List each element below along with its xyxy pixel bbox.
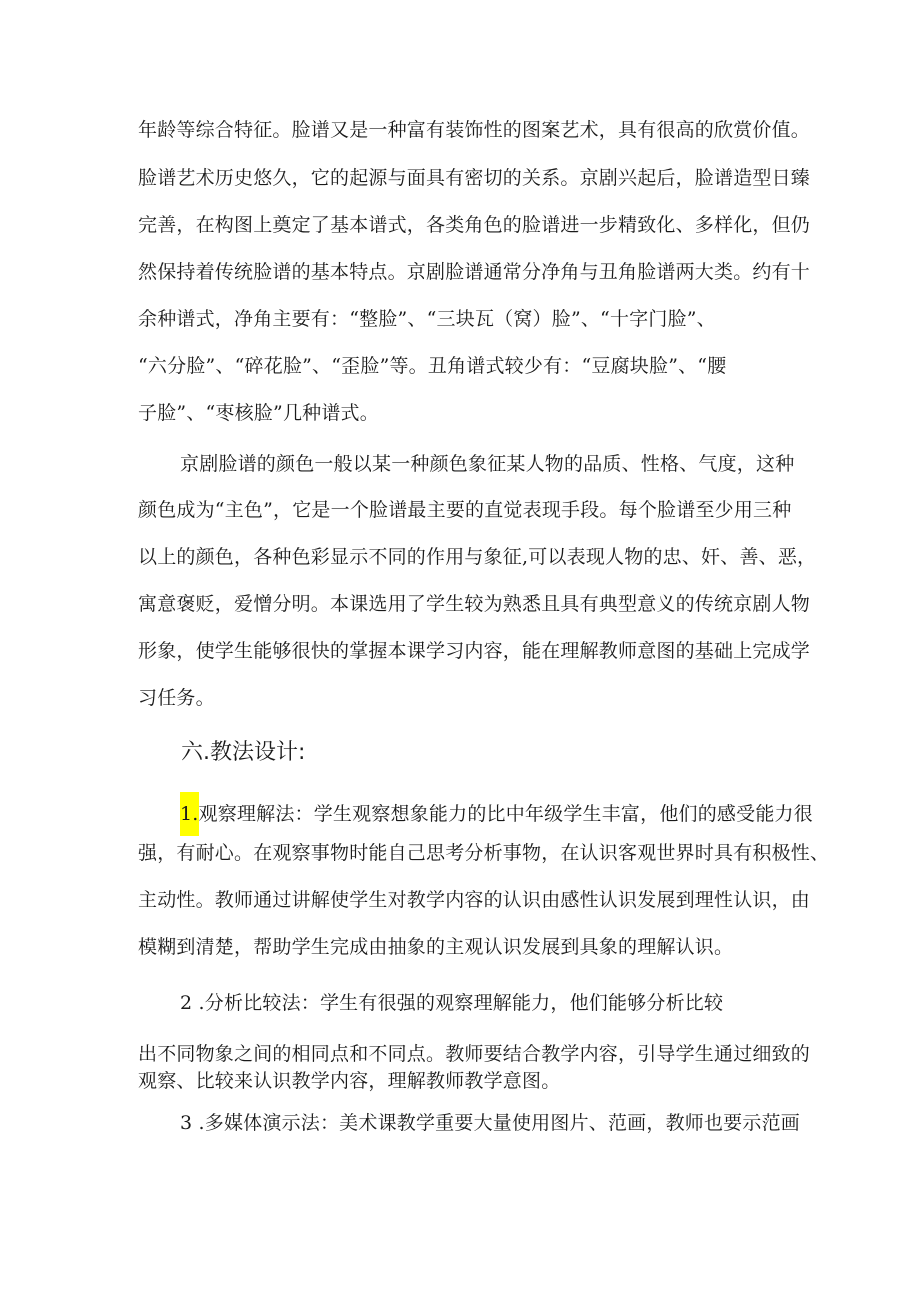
paragraph-line: 主动性。教师通过讲解使学生对教学内容的认识由感性认识发展到理性认识，由 — [138, 889, 811, 911]
paragraph-line: “六分脸”、“碎花脸”、“歪脸”等。丑角谱式较少有：“豆腐块脸”、“腰 — [138, 355, 727, 377]
paragraph-line: 以上的颜色，各种色彩显示不同的作用与象征,可以表现人物的忠、奸、善、恶， — [138, 546, 817, 568]
section-heading: 六.教法设计: — [181, 740, 306, 765]
paragraph-line: 出不同物象之间的相同点和不同点。教师要结合教学内容，引导学生通过细致的 — [138, 1043, 811, 1065]
paragraph-line: 完善，在构图上奠定了基本谱式，各类角色的脸谱进一步精致化、多样化，但仍 — [138, 214, 811, 236]
item-1-text: 观察理解法：学生观察想象能力的比中年级学生丰富，他们的感受能力很 — [198, 803, 813, 825]
paragraph-line: 模糊到清楚，帮助学生完成由抽象的主观认识发展到具象的理解认识。 — [138, 936, 734, 958]
paragraph-line: 习任务。 — [138, 687, 215, 709]
item-1-first-line — [180, 792, 813, 836]
item-2-first-line: 2 .分析比较法：学生有很强的观察理解能力，他们能够分析比较 — [180, 992, 724, 1014]
paragraph-line: 余种谱式，净角主要有：“整脸”、“三块瓦（窝）脸”、“十字门脸”、 — [138, 308, 716, 330]
paragraph-line: 观察、比较来认识教学内容，理解教师教学意图。 — [138, 1070, 561, 1092]
paragraph-line: 寓意褒贬，爱憎分明。本课选用了学生较为熟悉且具有典型意义的传统京剧人物 — [138, 593, 811, 615]
paragraph-line: 强，有耐心。在观察事物时能自己思考分析事物，在认识客观世界时具有积极性、 — [138, 842, 830, 864]
paragraph-line: 子脸”、“枣核脸”几种谱式。 — [138, 402, 379, 424]
item-3-first-line: 3 .多媒体演示法：美术课教学重要大量使用图片、范画，教师也要示范画 — [180, 1112, 800, 1134]
paragraph-line: 形象，使学生能够很快的掌握本课学习内容，能在理解教师意图的基础上完成学 — [138, 640, 811, 662]
paragraph-line: 京剧脸谱的颜色一般以某一种颜色象征某人物的品质、性格、气度，这种 — [180, 453, 795, 475]
paragraph-line: 颜色成为“主色”，它是一个脸谱最主要的直觉表现手段。每个脸谱至少用三种 — [138, 499, 792, 521]
highlighted-number: 1. — [180, 792, 199, 836]
paragraph-line: 脸谱艺术历史悠久，它的起源与面具有密切的关系。京剧兴起后，脸谱造型日臻 — [138, 167, 811, 189]
paragraph-line: 然保持着传统脸谱的基本特点。京剧脸谱通常分净角与丑角脸谱两大类。约有十 — [138, 261, 811, 283]
paragraph-line: 年龄等综合特征。脸谱又是一种富有装饰性的图案艺术，具有很高的欣赏价值。 — [138, 119, 811, 141]
